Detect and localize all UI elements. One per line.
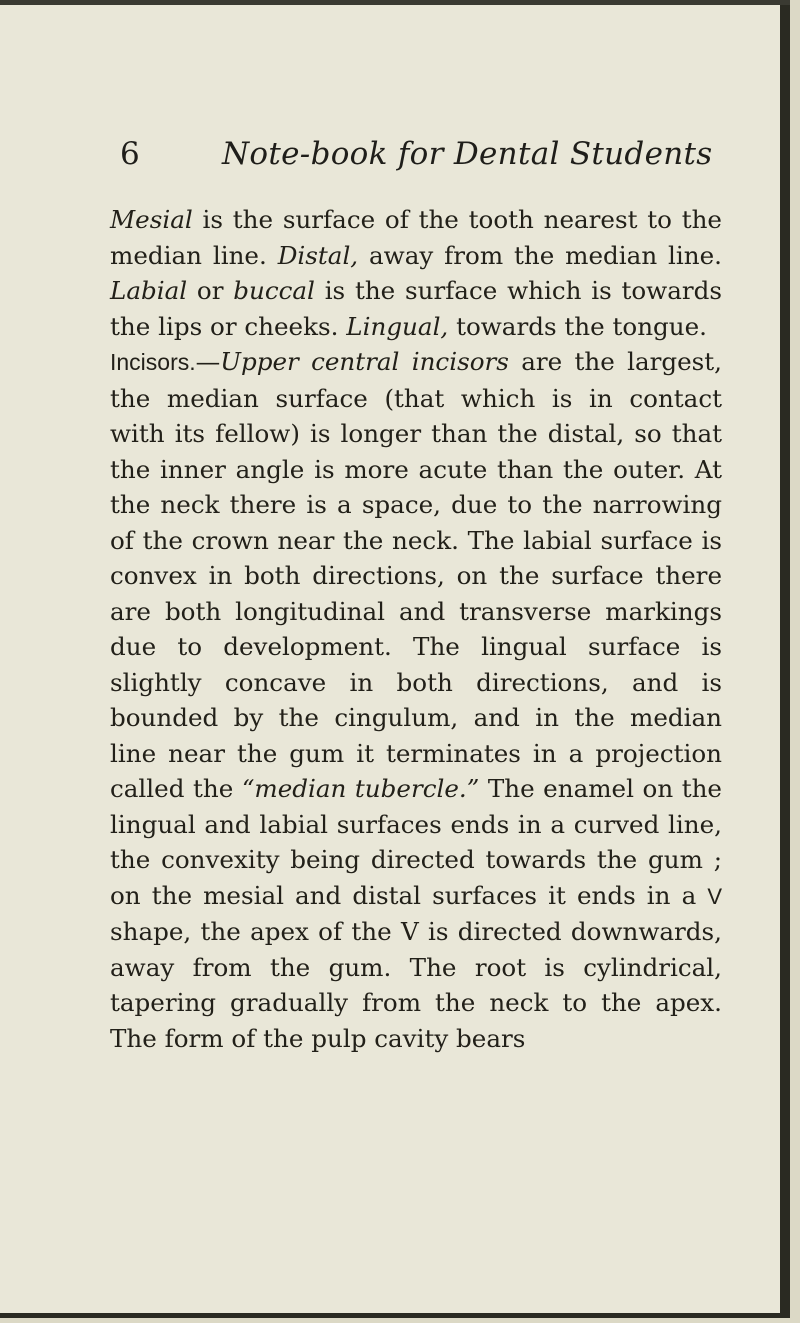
term-labial: Labial [110, 276, 188, 305]
text-run: or [187, 276, 234, 305]
text-run: away from the median line. [358, 240, 722, 270]
text-run: towards the tongue. [448, 311, 707, 341]
em-dash: — [195, 347, 221, 376]
term-upper-central-incisors: Upper central incisors [220, 347, 509, 376]
text-run: is the surface of the tooth nearest to the median line. [110, 205, 722, 270]
page-number: 6 [120, 136, 140, 172]
text-run: is directed downwards, away from the gum. The root is cylindrical, tapering gradually from the neck to the apex. The form of the pulp cavity bears [110, 917, 722, 1053]
term-distal: Distal, [277, 240, 359, 270]
v-letter: V [400, 917, 419, 946]
v-shape-letter: V [707, 883, 722, 909]
term-buccal: buccal [233, 276, 315, 305]
text-run: The enamel on the lingual and labial surfaces ends in a curved line, the convexity being directed towards the gum ; on the mesial and distal surfaces it ends in a [110, 774, 722, 910]
section-heading-incisors: Incisors. [110, 349, 196, 375]
term-lingual: Lingual, [346, 311, 449, 341]
text-run: is the surface which is towards the lips or cheeks. [110, 276, 722, 341]
body-text [110, 202, 722, 1056]
paragraph-definitions [110, 202, 722, 344]
page-top-edge [0, 0, 790, 5]
term-mesial: Mesial [110, 205, 193, 234]
paragraph-incisors [110, 344, 722, 1056]
term-median-tubercle: “median tubercle.” [241, 774, 480, 803]
text-run: are the largest, the median surface (that which is in contact with its fellow) is longer than the distal, so that the inner angle is more acute than the outer. At the neck there is a space, due to the narrowing of the crown near the neck. The labial surface is convex in both directions, on the surface there are both longitudinal and transverse markings due to development. The lingual surface is slightly concave in both directions, and is bounded by the cingulum, and in the median line near the gum it terminates in a projection called the [110, 347, 722, 803]
text-run: shape, the apex of the [110, 917, 401, 946]
running-title: Note-book for Dental Students [222, 136, 713, 172]
